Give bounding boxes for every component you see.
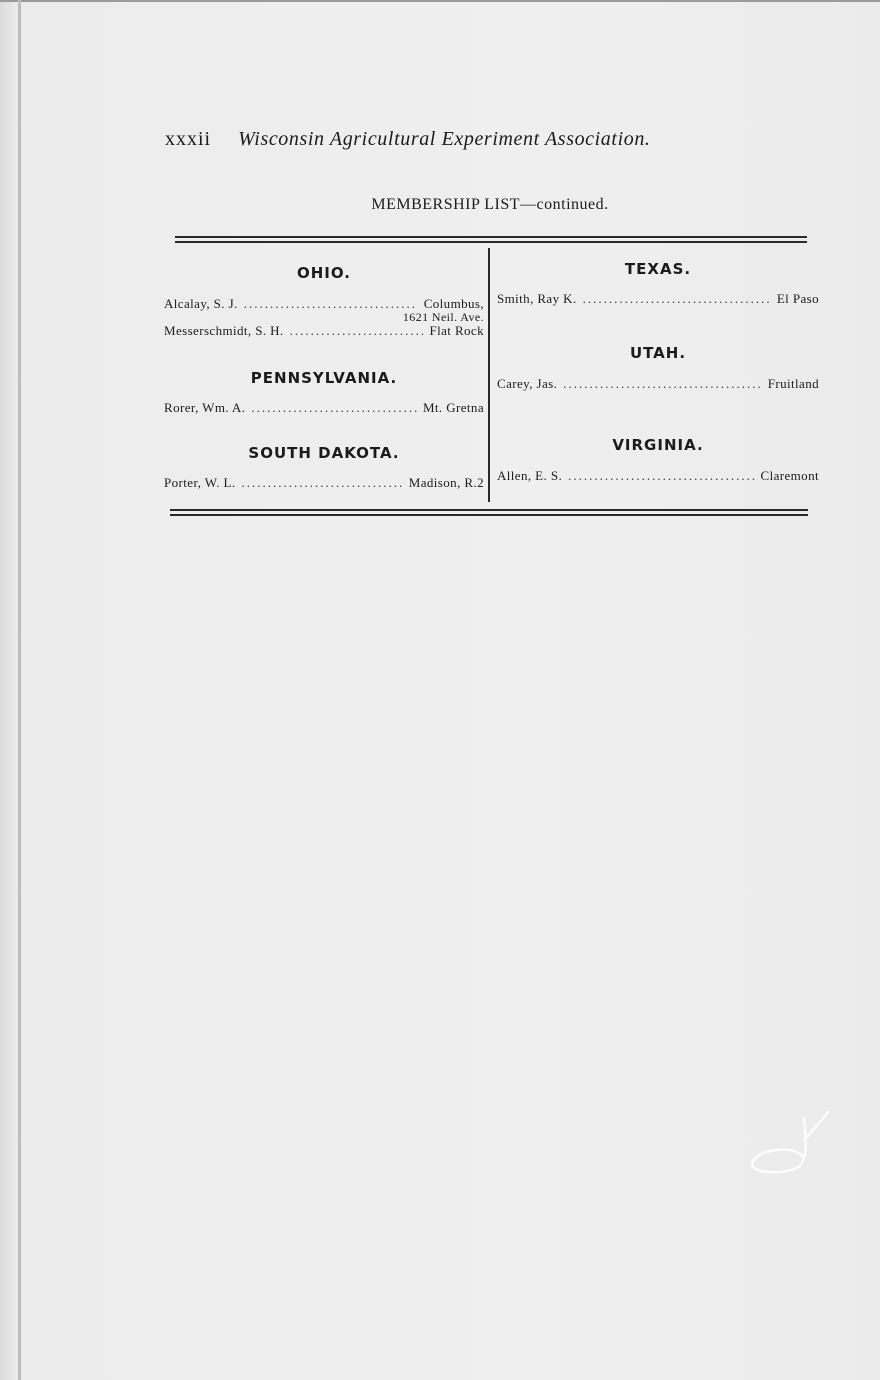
member-name: Smith, Ray K. — [497, 291, 577, 306]
pencil-mark-icon — [748, 1108, 834, 1178]
state-heading: OHIO. — [296, 264, 351, 282]
state-heading: UTAH. — [629, 344, 687, 362]
member-name: Allen, E. S. — [497, 468, 563, 483]
member-place: Mt. Gretna — [422, 400, 484, 415]
member-name: Carey, Jas. — [497, 376, 558, 391]
state-section-south-dakota — [164, 444, 484, 492]
member-entry — [497, 468, 819, 485]
page-top-edge — [0, 0, 880, 2]
member-place: El Paso — [776, 291, 819, 306]
member-address: 1621 Neil. Ave. — [402, 310, 484, 324]
bottom-rule-2 — [170, 514, 808, 516]
leader-dots — [290, 323, 424, 339]
member-place: Columbus, — [423, 296, 484, 311]
member-name: Rorer, Wm. A. — [164, 400, 246, 415]
member-entry — [164, 323, 484, 340]
membership-table — [164, 248, 820, 502]
state-section-pennsylvania — [164, 369, 484, 417]
list-title: MEMBERSHIP LIST—continued. — [371, 196, 609, 213]
top-rule-2 — [175, 241, 807, 243]
member-place: Fruitland — [767, 376, 819, 391]
member-name: Messerschmidt, S. H. — [164, 323, 284, 338]
state-heading: VIRGINIA. — [612, 436, 704, 454]
member-entry — [497, 376, 819, 393]
running-header — [165, 128, 765, 151]
member-entry — [497, 291, 819, 308]
member-place: Claremont — [760, 468, 819, 483]
state-heading: TEXAS. — [624, 260, 692, 278]
state-heading: PENNSYLVANIA. — [250, 369, 398, 387]
state-section-texas — [497, 260, 819, 308]
state-section-utah — [497, 344, 819, 393]
member-entry — [164, 400, 484, 417]
running-title: Wisconsin Agricultural Experiment Association. — [238, 128, 651, 150]
bottom-rule-1 — [170, 509, 808, 511]
leader-dots — [568, 468, 754, 484]
leader-dots — [244, 296, 418, 312]
state-heading: SOUTH DAKOTA. — [248, 444, 400, 462]
column-divider — [488, 248, 490, 502]
leader-dots — [241, 475, 402, 491]
state-section-ohio — [164, 264, 484, 340]
leader-dots — [251, 400, 417, 416]
state-section-virginia — [497, 436, 819, 485]
member-entry — [164, 475, 484, 492]
member-place: Flat Rock — [429, 323, 484, 338]
member-name: Porter, W. L. — [164, 475, 236, 490]
member-place: Madison, R.2 — [408, 475, 484, 490]
page-number: xxxii — [165, 128, 212, 150]
top-rule-1 — [175, 236, 807, 238]
leader-dots — [583, 291, 771, 307]
member-name: Alcalay, S. J. — [164, 296, 238, 311]
leader-dots — [563, 376, 762, 392]
